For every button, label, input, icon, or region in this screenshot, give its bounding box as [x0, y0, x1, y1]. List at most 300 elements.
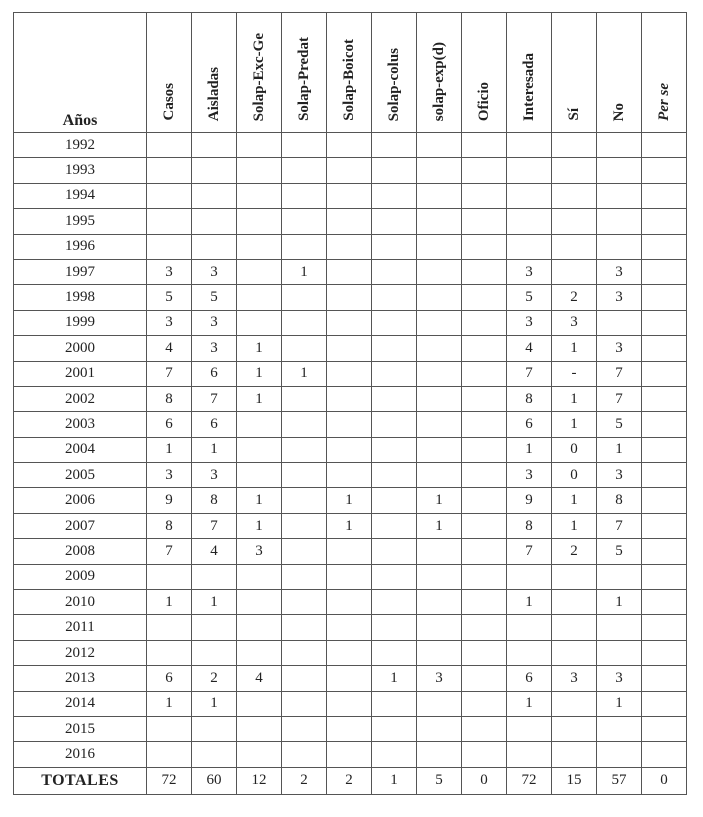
- year-cell: 2009: [14, 564, 147, 589]
- year-cell: 2015: [14, 716, 147, 741]
- table-cell: [372, 133, 417, 158]
- table-cell: [417, 183, 462, 208]
- year-cell: 2016: [14, 742, 147, 767]
- year-cell: 2003: [14, 412, 147, 437]
- table-cell: [372, 691, 417, 716]
- table-row: [14, 259, 687, 284]
- table-cell: [507, 640, 552, 665]
- year-cell: 2012: [14, 640, 147, 665]
- table-cell: 3: [237, 539, 282, 564]
- table-cell: [327, 158, 372, 183]
- table-cell: [327, 691, 372, 716]
- table-cell: [507, 234, 552, 259]
- table-cell: 3: [552, 666, 597, 691]
- table-cell: [237, 412, 282, 437]
- year-cell: 1994: [14, 183, 147, 208]
- table-cell: 6: [147, 666, 192, 691]
- table-cell: [642, 539, 687, 564]
- table-cell: [552, 590, 597, 615]
- table-cell: [372, 209, 417, 234]
- table-cell: 2: [552, 539, 597, 564]
- table-cell: [327, 539, 372, 564]
- table-cell: [552, 691, 597, 716]
- table-cell: -: [552, 361, 597, 386]
- table-cell: [282, 209, 327, 234]
- table-row: [14, 716, 687, 741]
- table-cell: [417, 285, 462, 310]
- table-cell: [642, 437, 687, 462]
- table-cell: [462, 209, 507, 234]
- table-cell: [237, 437, 282, 462]
- table-cell: [642, 590, 687, 615]
- column-header-label: solap-exp(d): [430, 41, 447, 121]
- table-cell: [507, 742, 552, 767]
- table-cell: [147, 716, 192, 741]
- table-cell: [327, 183, 372, 208]
- year-cell: 2013: [14, 666, 147, 691]
- table-cell: [282, 412, 327, 437]
- year-cell: 2011: [14, 615, 147, 640]
- table-cell: 3: [597, 666, 642, 691]
- table-cell: [282, 640, 327, 665]
- table-cell: [372, 412, 417, 437]
- year-cell: 1998: [14, 285, 147, 310]
- table-cell: [237, 615, 282, 640]
- table-cell: [327, 716, 372, 741]
- table-cell: [597, 615, 642, 640]
- table-cell: [372, 234, 417, 259]
- table-cell: 6: [147, 412, 192, 437]
- table-cell: 7: [597, 513, 642, 538]
- totals-cell: 0: [642, 767, 687, 794]
- table-cell: [552, 742, 597, 767]
- table-cell: [462, 412, 507, 437]
- table-cell: [282, 513, 327, 538]
- table-cell: [192, 716, 237, 741]
- table-cell: [462, 386, 507, 411]
- column-header: [327, 13, 372, 133]
- table-cell: [462, 590, 507, 615]
- table-cell: [642, 666, 687, 691]
- table-row: [14, 183, 687, 208]
- column-header-label: Solap-Predat: [295, 37, 312, 121]
- table-cell: 1: [327, 513, 372, 538]
- table-cell: [642, 640, 687, 665]
- year-cell: 2006: [14, 488, 147, 513]
- table-cell: 8: [147, 513, 192, 538]
- table-row: [14, 437, 687, 462]
- table-cell: [552, 234, 597, 259]
- year-cell: 1999: [14, 310, 147, 335]
- table-cell: [507, 183, 552, 208]
- table-row: [14, 539, 687, 564]
- table-cell: [417, 539, 462, 564]
- table-cell: [237, 183, 282, 208]
- table-cell: [282, 691, 327, 716]
- column-header-label: Solap-colus: [385, 47, 402, 121]
- table-cell: [372, 615, 417, 640]
- table-cell: 3: [507, 310, 552, 335]
- table-cell: [327, 386, 372, 411]
- table-cell: 7: [147, 539, 192, 564]
- table-cell: [417, 742, 462, 767]
- table-cell: [462, 285, 507, 310]
- year-cell: 1993: [14, 158, 147, 183]
- table-cell: [462, 158, 507, 183]
- table-cell: [192, 742, 237, 767]
- table-cell: [642, 209, 687, 234]
- table-cell: [462, 336, 507, 361]
- table-cell: [147, 742, 192, 767]
- table-cell: 7: [597, 386, 642, 411]
- table-cell: 1: [552, 386, 597, 411]
- table-cell: [237, 691, 282, 716]
- table-cell: [327, 412, 372, 437]
- table-cell: 0: [552, 437, 597, 462]
- data-table: [13, 12, 687, 795]
- table-cell: [462, 437, 507, 462]
- column-header-label: Casos: [160, 83, 177, 121]
- table-cell: [597, 716, 642, 741]
- table-cell: [642, 158, 687, 183]
- year-cell: 1997: [14, 259, 147, 284]
- table-cell: [507, 209, 552, 234]
- table-cell: [417, 259, 462, 284]
- totals-cell: 60: [192, 767, 237, 794]
- table-cell: [237, 640, 282, 665]
- table-cell: [552, 259, 597, 284]
- table-cell: [642, 463, 687, 488]
- table-cell: [417, 437, 462, 462]
- table-cell: 3: [507, 259, 552, 284]
- table-cell: [372, 716, 417, 741]
- year-cell: 2014: [14, 691, 147, 716]
- totals-label: TOTALES: [14, 767, 147, 794]
- table-cell: [147, 183, 192, 208]
- table-row: [14, 412, 687, 437]
- table-cell: [372, 158, 417, 183]
- totals-cell: 5: [417, 767, 462, 794]
- table-cell: 3: [597, 336, 642, 361]
- column-header: [372, 13, 417, 133]
- table-cell: [282, 742, 327, 767]
- table-cell: 3: [147, 463, 192, 488]
- table-cell: [327, 742, 372, 767]
- table-cell: [417, 463, 462, 488]
- table-cell: [282, 488, 327, 513]
- table-cell: [282, 666, 327, 691]
- table-cell: [417, 691, 462, 716]
- table-cell: [192, 564, 237, 589]
- year-cell: 1996: [14, 234, 147, 259]
- table-cell: [192, 183, 237, 208]
- table-cell: [372, 590, 417, 615]
- table-cell: [552, 209, 597, 234]
- table-cell: [237, 590, 282, 615]
- table-cell: 3: [192, 336, 237, 361]
- table-cell: [462, 564, 507, 589]
- column-header: [462, 13, 507, 133]
- table-row: [14, 234, 687, 259]
- totals-cell: 57: [597, 767, 642, 794]
- table-cell: 1: [552, 488, 597, 513]
- table-cell: [282, 463, 327, 488]
- table-cell: [642, 234, 687, 259]
- table-cell: [462, 742, 507, 767]
- table-cell: 8: [192, 488, 237, 513]
- table-cell: [462, 615, 507, 640]
- year-cell: 2001: [14, 361, 147, 386]
- table-cell: [282, 539, 327, 564]
- table-cell: [327, 437, 372, 462]
- table-cell: [327, 310, 372, 335]
- table-cell: [597, 742, 642, 767]
- table-cell: [507, 716, 552, 741]
- table-cell: 1: [507, 691, 552, 716]
- table-row: [14, 285, 687, 310]
- table-cell: [282, 310, 327, 335]
- table-cell: [372, 183, 417, 208]
- table-row: [14, 386, 687, 411]
- table-cell: [237, 716, 282, 741]
- table-cell: [462, 259, 507, 284]
- table-cell: [372, 488, 417, 513]
- table-row: [14, 513, 687, 538]
- table-cell: [417, 234, 462, 259]
- table-cell: [282, 336, 327, 361]
- table-cell: 7: [507, 539, 552, 564]
- table-cell: 6: [507, 666, 552, 691]
- table-cell: [372, 437, 417, 462]
- table-cell: 1: [417, 488, 462, 513]
- totals-cell: 72: [507, 767, 552, 794]
- table-cell: 3: [597, 463, 642, 488]
- column-header: [642, 13, 687, 133]
- table-cell: 0: [552, 463, 597, 488]
- table-cell: 4: [507, 336, 552, 361]
- table-cell: [327, 259, 372, 284]
- table-cell: [327, 133, 372, 158]
- column-header: [147, 13, 192, 133]
- table-cell: [147, 209, 192, 234]
- table-cell: 5: [192, 285, 237, 310]
- table-cell: [372, 386, 417, 411]
- table-cell: 7: [597, 361, 642, 386]
- table-cell: [282, 285, 327, 310]
- table-cell: 1: [192, 437, 237, 462]
- table-cell: [417, 361, 462, 386]
- table-cell: 2: [192, 666, 237, 691]
- table-cell: 1: [597, 437, 642, 462]
- table-cell: 1: [327, 488, 372, 513]
- table-cell: [282, 386, 327, 411]
- table-cell: [642, 513, 687, 538]
- table-cell: [237, 310, 282, 335]
- table-cell: [597, 234, 642, 259]
- table-cell: 1: [237, 513, 282, 538]
- table-cell: [237, 234, 282, 259]
- table-cell: [462, 513, 507, 538]
- table-cell: [552, 183, 597, 208]
- column-header-label: Per se: [655, 83, 672, 121]
- table-cell: [327, 590, 372, 615]
- column-header-label: Aisladas: [205, 66, 222, 121]
- table-cell: [372, 285, 417, 310]
- table-cell: [597, 640, 642, 665]
- table-cell: [642, 183, 687, 208]
- table-cell: [192, 640, 237, 665]
- column-header-label: Sí: [565, 108, 582, 121]
- table-cell: [327, 209, 372, 234]
- table-cell: 7: [192, 386, 237, 411]
- year-cell: 1992: [14, 133, 147, 158]
- table-cell: [327, 234, 372, 259]
- table-cell: [192, 209, 237, 234]
- table-row: [14, 590, 687, 615]
- totals-cell: 72: [147, 767, 192, 794]
- table-cell: 5: [597, 539, 642, 564]
- column-header-label: Interesada: [520, 52, 537, 121]
- table-cell: [642, 386, 687, 411]
- table-cell: 3: [192, 259, 237, 284]
- year-cell: 2007: [14, 513, 147, 538]
- table-cell: 7: [192, 513, 237, 538]
- table-cell: [642, 564, 687, 589]
- table-cell: [147, 133, 192, 158]
- table-cell: [417, 590, 462, 615]
- table-cell: [372, 361, 417, 386]
- table-cell: [147, 615, 192, 640]
- table-cell: [462, 234, 507, 259]
- table-cell: 7: [507, 361, 552, 386]
- table-cell: [507, 133, 552, 158]
- table-cell: 8: [147, 386, 192, 411]
- column-header-label: Oficio: [475, 81, 492, 121]
- table-cell: 1: [597, 691, 642, 716]
- table-cell: 6: [507, 412, 552, 437]
- year-cell: 2002: [14, 386, 147, 411]
- column-header-label: Solap-Boicot: [340, 39, 357, 121]
- totals-cell: 1: [372, 767, 417, 794]
- table-cell: [462, 133, 507, 158]
- table-cell: 5: [597, 412, 642, 437]
- table-row: [14, 209, 687, 234]
- table-cell: 4: [237, 666, 282, 691]
- table-cell: 1: [237, 336, 282, 361]
- totals-cell: 12: [237, 767, 282, 794]
- table-row: [14, 463, 687, 488]
- table-cell: [327, 615, 372, 640]
- table-cell: [282, 183, 327, 208]
- table-cell: [372, 564, 417, 589]
- table-cell: 8: [507, 513, 552, 538]
- table-cell: [552, 716, 597, 741]
- table-cell: 3: [507, 463, 552, 488]
- table-row: [14, 310, 687, 335]
- table-cell: 1: [147, 691, 192, 716]
- table-cell: [237, 285, 282, 310]
- table-cell: [552, 640, 597, 665]
- table-cell: [237, 133, 282, 158]
- table-cell: 1: [282, 361, 327, 386]
- table-cell: [372, 463, 417, 488]
- table-cell: [642, 691, 687, 716]
- totals-cell: 15: [552, 767, 597, 794]
- table-cell: [642, 488, 687, 513]
- table-cell: [372, 259, 417, 284]
- table-cell: [462, 539, 507, 564]
- table-cell: [597, 310, 642, 335]
- table-cell: [417, 386, 462, 411]
- table-cell: [282, 615, 327, 640]
- table-cell: [327, 640, 372, 665]
- table-cell: [282, 564, 327, 589]
- table-cell: [507, 564, 552, 589]
- table-cell: 1: [237, 488, 282, 513]
- table-cell: [282, 716, 327, 741]
- table-cell: 8: [507, 386, 552, 411]
- column-header: [597, 13, 642, 133]
- table-cell: [327, 285, 372, 310]
- table-row: [14, 488, 687, 513]
- table-cell: [237, 158, 282, 183]
- column-header: [417, 13, 462, 133]
- table-cell: [282, 158, 327, 183]
- table-cell: [147, 158, 192, 183]
- table-cell: 2: [552, 285, 597, 310]
- table-cell: [552, 564, 597, 589]
- table-row: [14, 564, 687, 589]
- table-cell: [327, 666, 372, 691]
- table-cell: [192, 158, 237, 183]
- column-header: [552, 13, 597, 133]
- table-cell: [507, 615, 552, 640]
- totals-row: [14, 767, 687, 794]
- table-cell: [417, 336, 462, 361]
- table-cell: [642, 285, 687, 310]
- table-cell: 1: [417, 513, 462, 538]
- table-cell: 3: [597, 285, 642, 310]
- table-cell: [147, 640, 192, 665]
- table-cell: [642, 742, 687, 767]
- table-row: [14, 133, 687, 158]
- table-cell: [147, 234, 192, 259]
- table-cell: [597, 564, 642, 589]
- table-row: [14, 336, 687, 361]
- table-cell: [462, 488, 507, 513]
- table-cell: [237, 259, 282, 284]
- table-cell: 1: [147, 437, 192, 462]
- table-cell: 1: [552, 412, 597, 437]
- table-cell: 1: [552, 336, 597, 361]
- table-cell: [642, 615, 687, 640]
- table-cell: [237, 564, 282, 589]
- totals-cell: 2: [282, 767, 327, 794]
- table-cell: 6: [192, 412, 237, 437]
- column-header: [192, 13, 237, 133]
- table-cell: 1: [147, 590, 192, 615]
- table-cell: [597, 158, 642, 183]
- table-cell: [642, 133, 687, 158]
- table-row: [14, 666, 687, 691]
- table-cell: 7: [147, 361, 192, 386]
- table-cell: [552, 133, 597, 158]
- year-cell: 2004: [14, 437, 147, 462]
- table-cell: [642, 361, 687, 386]
- table-cell: 6: [192, 361, 237, 386]
- table-cell: 1: [192, 691, 237, 716]
- table-cell: 1: [237, 386, 282, 411]
